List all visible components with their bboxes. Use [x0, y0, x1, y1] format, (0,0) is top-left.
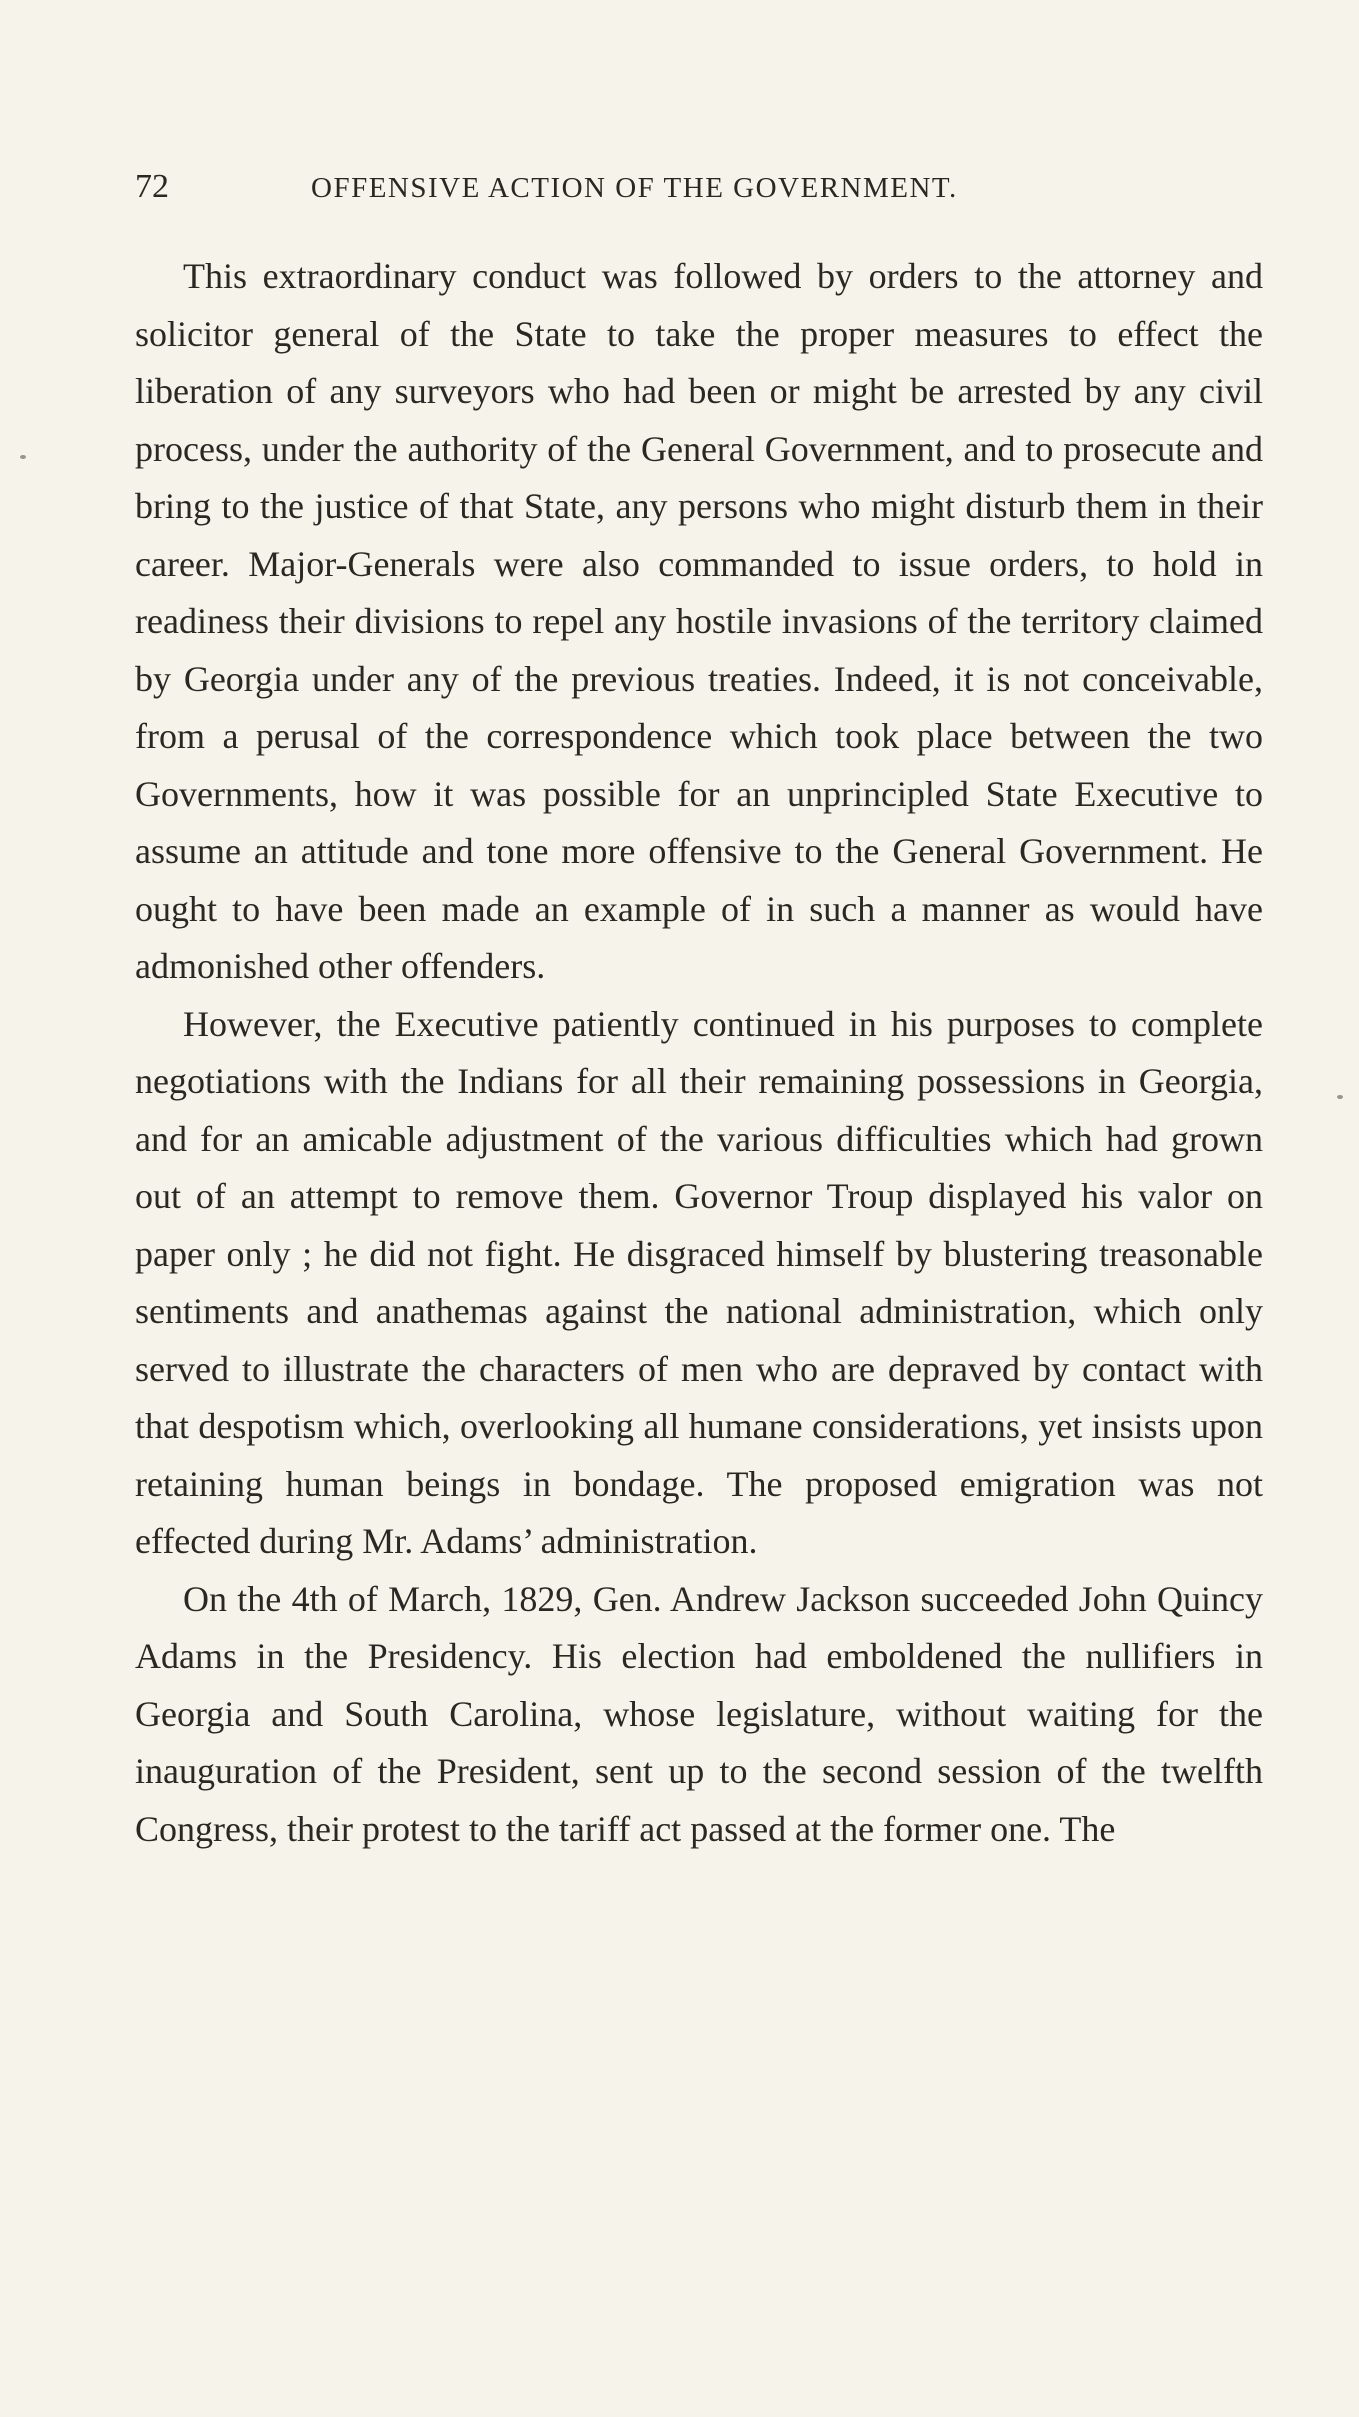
running-head — [135, 168, 1105, 208]
paragraph-1: This extraordinary conduct was followed by orders to the attorney and solicitor general of the State to take the proper measures to effect the liberation of any surveyors who had been or might be arrested by any civil process, under the authority of the General Government, and to prosecute and bring to the justice of that State, any persons who might disturb them in their career. Major-Generals were also commanded to issue orders, to hold in readiness their divisions to repel any hostile invasions of the territory claimed by Georgia under any of the previous treaties. Indeed, it is not conceivable, from a perusal of the correspondence which took place between the two Governments, how it was possible for an unprincipled State Executive to assume an attitude and tone more offensive to the General Government. He ought to have been made an example of in such a manner as would have admonished other offenders. — [135, 256, 1263, 986]
paragraph-2: However, the Executive patiently continued in his purposes to complete negotiations with the Indians for all their remaining possessions in Georgia, and for an amicable adjustment of the various difficulties which had grown out of an attempt to remove them. Governor Troup displayed his valor on paper only ; he did not fight. He disgraced himself by blustering treasonable sentiments and anathemas against the national administration, which only served to illustrate the characters of men who are depraved by contact with that despotism which, overlooking all humane considerations, yet insists upon retaining human beings in bondage. The proposed emigration was not effected during Mr. Adams’ administration. — [135, 1003, 1263, 1561]
body-text — [135, 248, 1263, 1858]
paragraph-3: On the 4th of March, 1829, Gen. Andrew Jackson succeeded John Quincy Adams in the Presidency. His election had emboldened the nullifiers in Georgia and South Carolina, whose legislature, without waiting for the inauguration of the President, sent up to the second session of the twelfth Congress, their protest to the tariff act passed at the former one. The — [135, 1578, 1263, 1849]
paper-speck — [1337, 1095, 1343, 1099]
running-title: OFFENSIVE ACTION OF THE GOVERNMENT. — [311, 172, 958, 204]
page-number: 72 — [135, 168, 169, 205]
paper-speck — [20, 455, 26, 459]
